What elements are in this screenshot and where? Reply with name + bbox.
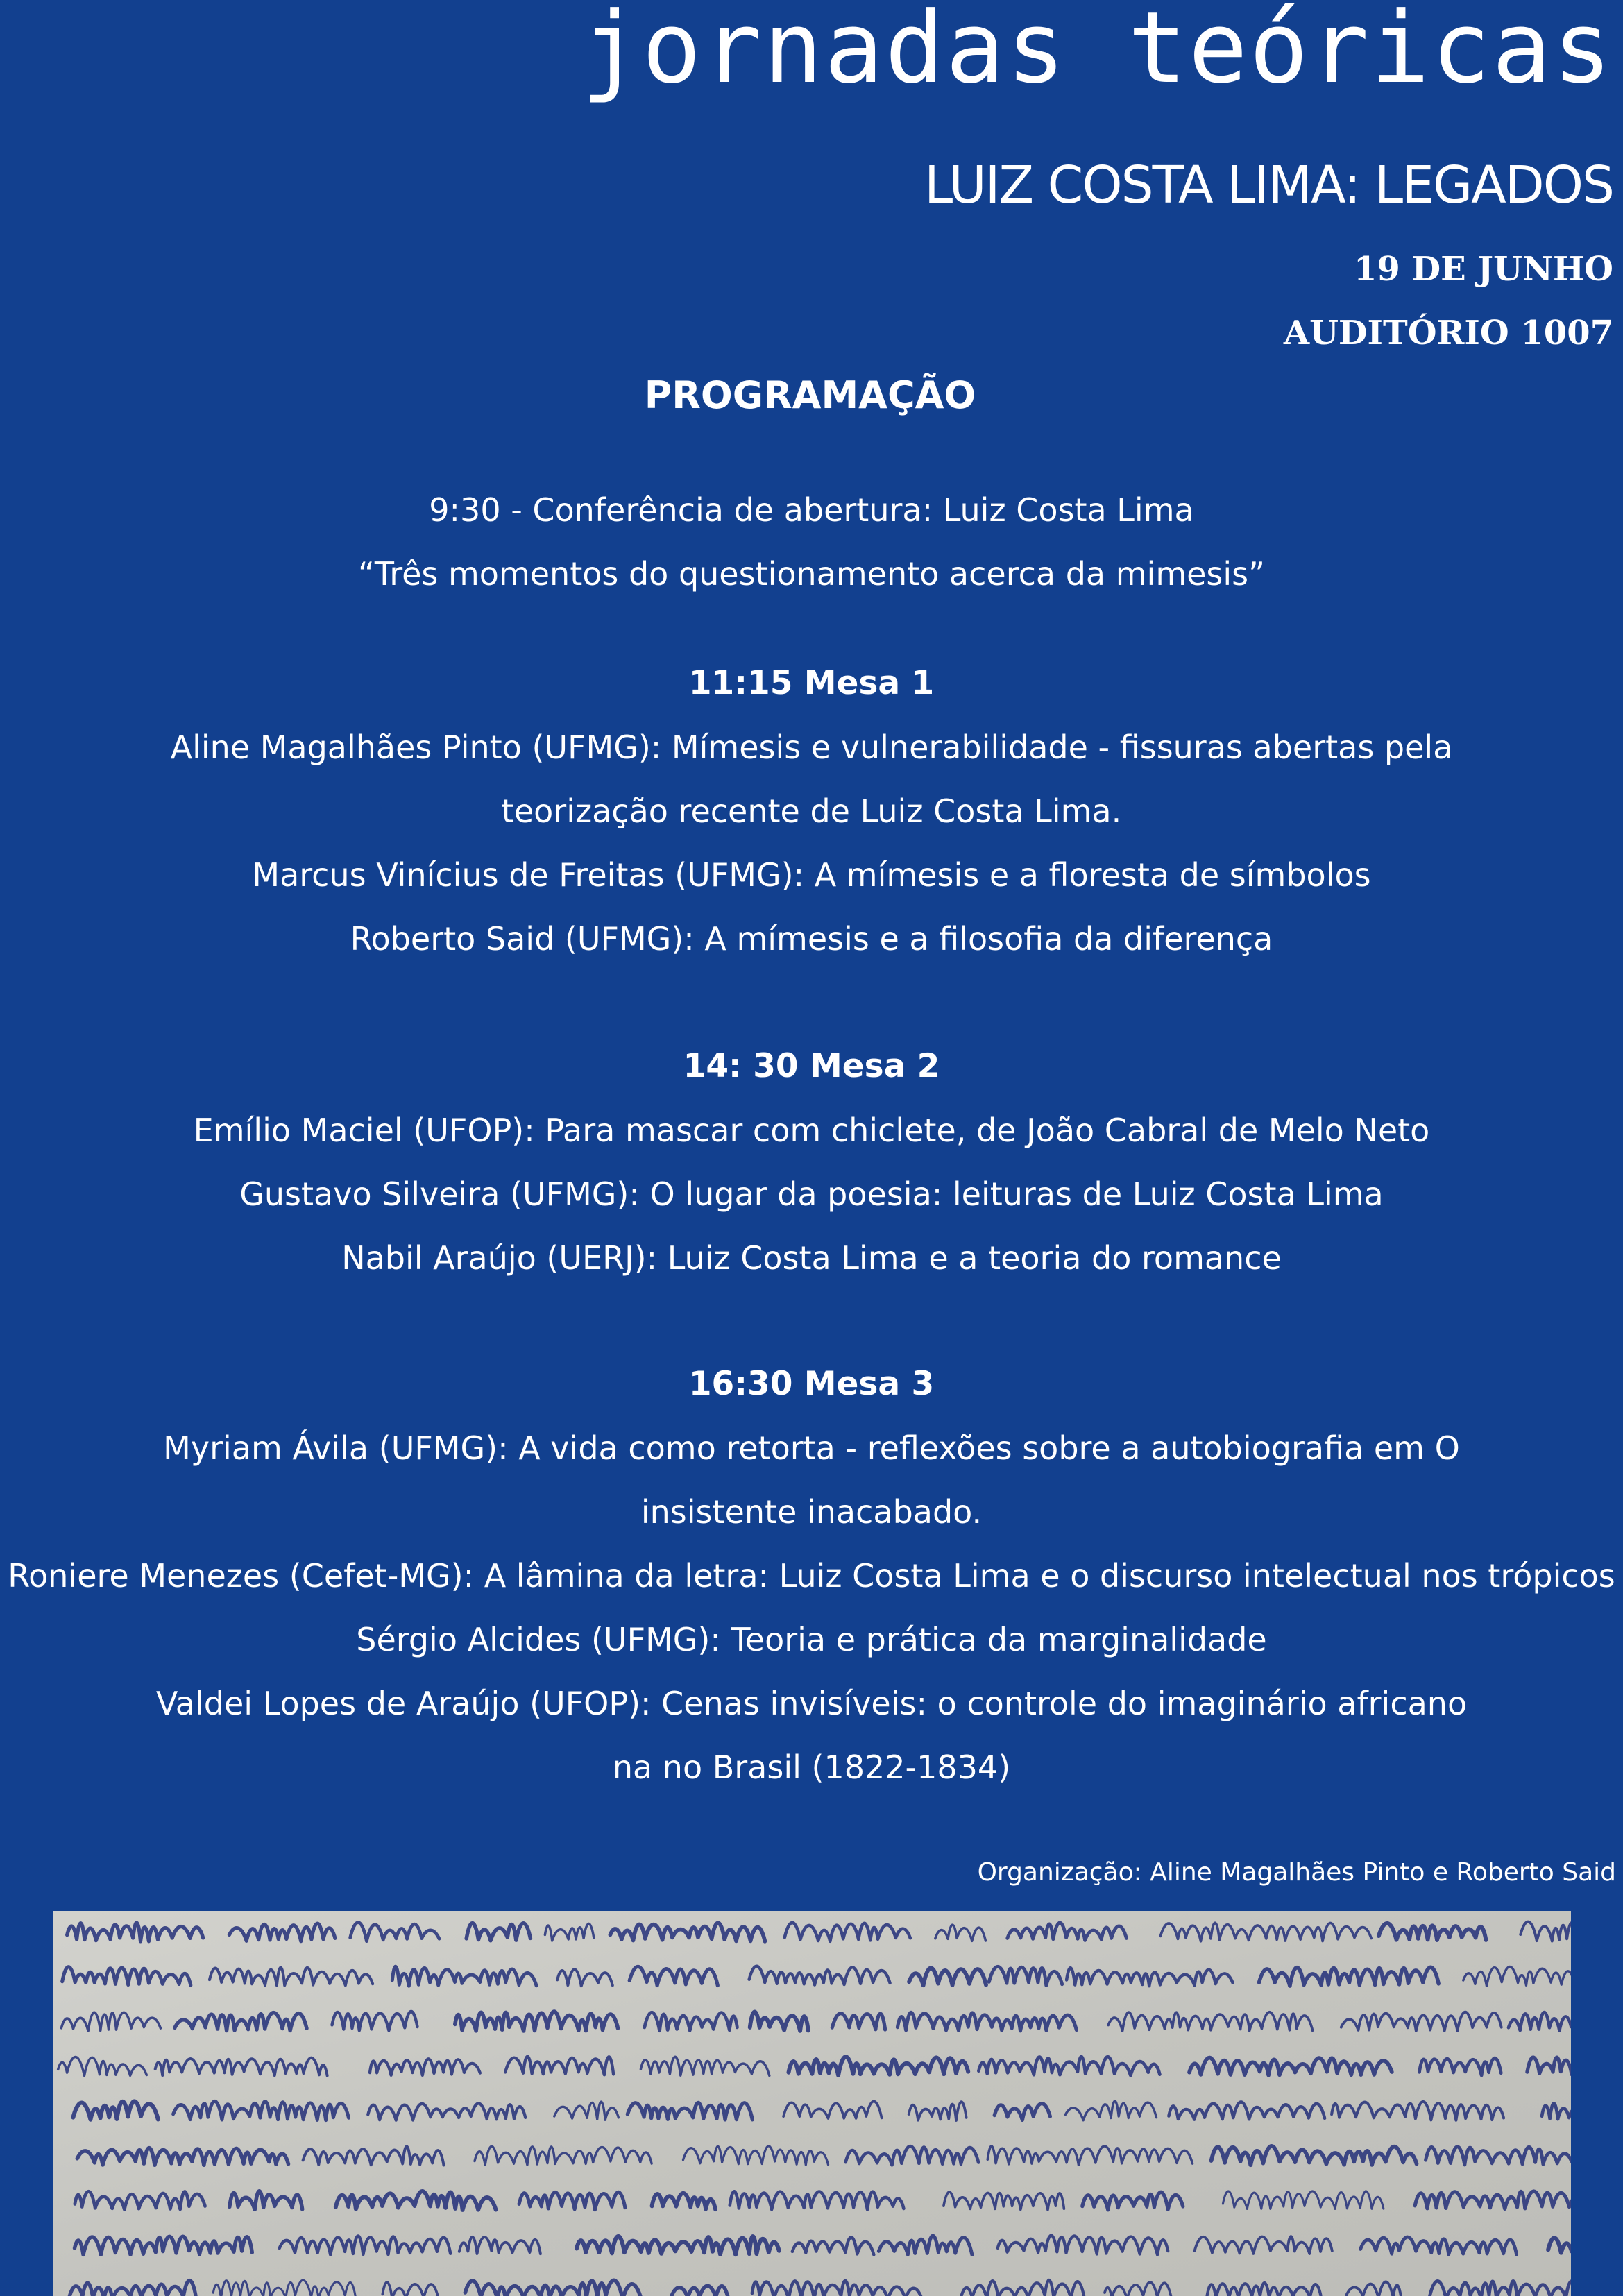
opening-lecture-title: “Três momentos do questionamento acerca da mimesis” [358,555,1265,593]
event-title: jornadas teóricas [581,0,1613,105]
mesa-3-line: Roniere Menezes (Cefet-MG): A lâmina da letra: Luiz Costa Lima e o discurso intelectual nos trópicos [8,1557,1615,1595]
mesa-1-line: Marcus Vinícius de Freitas (UFMG): A mímesis e a floresta de símbolos [252,856,1371,894]
event-venue: AUDITÓRIO 1007 [1283,314,1613,352]
organization-credit: Organização: Aline Magalhães Pinto e Roberto Said [977,1858,1616,1887]
mesa-1-line: Roberto Said (UFMG): A mímesis e a filosofia da diferença [350,920,1273,958]
mesa-3-line: Valdei Lopes de Araújo (UFOP): Cenas invisíveis: o controle do imaginário africano [155,1685,1468,1722]
mesa-2-line: Gustavo Silveira (UFMG): O lugar da poesia: leituras de Luiz Costa Lima [239,1175,1384,1213]
mesa-1-title: 11:15 Mesa 1 [688,664,935,702]
mesa-3-line: na no Brasil (1822-1834) [612,1749,1011,1786]
manuscript-image [53,1911,1571,2296]
mesa-2-line: Nabil Araújo (UERJ): Luiz Costa Lima e a teoria do romance [341,1239,1282,1277]
mesa-3-line: Sérgio Alcides (UFMG): Teoria e prática da marginalidade [356,1621,1267,1658]
handwriting-illustration [53,1911,1571,2296]
mesa-3-title: 16:30 Mesa 3 [688,1365,935,1403]
mesa-3-line: insistente inacabado. [640,1493,983,1531]
mesa-1-line: teorização recente de Luiz Costa Lima. [501,792,1122,830]
event-subtitle: LUIZ COSTA LIMA: LEGADOS [924,155,1613,215]
mesa-3-line: Myriam Ávila (UFMG): A vida como retorta - reflexões sobre a autobiografia em O [163,1429,1460,1467]
mesa-1-line: Aline Magalhães Pinto (UFMG): Mímesis e vulnerabilidade - fissuras abertas pela [170,729,1453,766]
mesa-2-line: Emílio Maciel (UFOP): Para mascar com chiclete, de João Cabral de Melo Neto [193,1112,1430,1149]
event-date: 19 DE JUNHO [1353,250,1613,289]
mesa-2-title: 14: 30 Mesa 2 [683,1047,940,1085]
opening-line: 9:30 - Conferência de abertura: Luiz Costa Lima [429,491,1194,529]
program-heading: PROGRAMAÇÃO [644,373,976,417]
